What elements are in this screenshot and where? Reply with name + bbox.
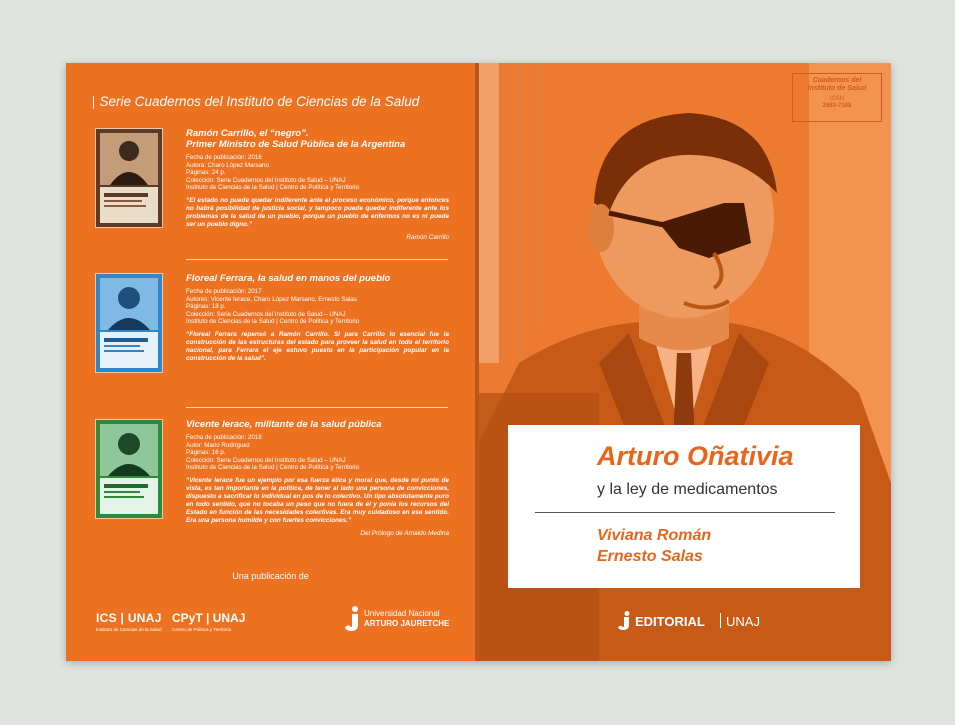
- back-cover: [66, 63, 475, 661]
- divider-2: [186, 407, 448, 408]
- book-info-2: [186, 273, 449, 363]
- book-title-line1: Ramón Carrillo, el “negro”.: [186, 128, 309, 139]
- book-quote-author: Ramón Carrillo: [406, 233, 449, 241]
- book-title-line2: Primer Ministro de Salud Pública de la Argentina: [186, 139, 406, 150]
- title-divider: [535, 512, 835, 513]
- unaj-j-icon: [344, 606, 360, 632]
- unaj-j-icon: [617, 611, 631, 631]
- book-entry-1: [95, 128, 450, 241]
- author-1: Viviana Román: [597, 527, 712, 544]
- book-entry-2: [95, 273, 450, 378]
- book-title-line1: Floreal Ferrara, la salud en manos del pueblo: [186, 273, 391, 284]
- book-main-title: Arturo Oñativia: [597, 441, 794, 471]
- book-quote: “Floreal Ferrara repensó a Ramón Carrillo. Si para Carrillo lo esencial fue la construcción de las estructuras del estado para proveer la salud en todo el territorio nacional, para Ferrara el eje estuvo puesto en la participación popular en la construcción de la salud”.: [186, 330, 449, 362]
- editorial-unaj: UNAJ: [726, 614, 760, 629]
- book-institute: Instituto de Ciencias de la Salud | Centro de Política y Territorio: [186, 464, 360, 472]
- unaj-university-logo: Universidad Nacional ARTURO JAURETCHE: [344, 606, 464, 634]
- cpyt-logo: CPyT | UNAJ Centro de Política y Territorio: [172, 611, 246, 632]
- book-quote: “Vicente Ierace fue un ejemplo por esa fuerza ética y moral que, desde mi punto de vista, es tan importante en la política, de tener al lado una persona de convicciones, dispuesto a sacrificar lo individual en pos de lo colectivo. Un tipo absolutamente puro en todo sentido, que no tocaba un peso que no fuera de él y ponía los recursos del Estado en función de las necesidades colectivas. Era muy cuidadoso en ese sentido. Era una persona humilde y con fuertes convicciones.”: [186, 476, 449, 524]
- issn-label: ISSN: [829, 96, 844, 102]
- book-spread: [66, 63, 891, 661]
- book-authors: Autores: Vicente Ierace, Charo López Marsano, Ernesto Salas: [186, 295, 357, 303]
- book-authors: Autora: Charo López Marsano: [186, 161, 269, 169]
- book-quote-author: Del Prólogo de Arnaldo Medina: [360, 529, 449, 537]
- book-date: Fecha de publicación: 2017: [186, 288, 262, 295]
- divider-1: [186, 259, 448, 260]
- book-meta: [186, 288, 449, 326]
- book-subtitle: y la ley de medicamentos: [597, 481, 778, 498]
- book-collection: Colección: Serie Cuadernos del Instituto de Salud – UNAJ: [186, 176, 346, 184]
- issn-box: [792, 73, 882, 122]
- book-title-line1: Vicente Ierace, militante de la salud pública: [186, 419, 382, 430]
- book-date: Fecha de publicación: 2018: [186, 434, 262, 441]
- book-quote: “El estado no puede quedar indiferente ante el proceso económico, porque entonces no habrá posibilidad de justicia social, y tampoco puede quedar indiferente ante los problemas de la salud de un pueblo, porque un pueblo de enfermos no es ni puede ser un pueblo digno.”: [186, 196, 449, 228]
- book-collection: Colección: Serie Cuadernos del Instituto de Salud – UNAJ: [186, 456, 346, 464]
- book-meta: [186, 154, 449, 192]
- publication-label: Una publicación de: [232, 571, 309, 581]
- book-institute: Instituto de Ciencias de la Salud | Centro de Política y Territorio: [186, 318, 360, 326]
- ics-logo: ICS | UNAJ Instituto de Ciencias de la Salud: [96, 611, 162, 632]
- book-date: Fecha de publicación: 2016: [186, 154, 262, 161]
- book-institute: Instituto de Ciencias de la Salud | Centro de Política y Territorio: [186, 184, 360, 192]
- editorial-label: EDITORIAL: [635, 614, 705, 629]
- book-info-3: [186, 419, 449, 537]
- author-2: Ernesto Salas: [597, 548, 703, 565]
- issn-number: 2683-7188: [822, 103, 852, 109]
- book-info-1: [186, 128, 449, 241]
- book-entry-3: [95, 419, 450, 537]
- series-title: Serie Cuadernos del Instituto de Ciencias de la Salud: [99, 94, 420, 109]
- issn-series-line2: Instituto de Salud: [807, 85, 867, 92]
- book-pages: Páginas: 18 p.: [186, 303, 226, 311]
- book-authors: [597, 525, 711, 567]
- editorial-separator: [720, 613, 721, 628]
- book-meta: [186, 434, 449, 472]
- book-authors: Autor: Mario Rodríguez: [186, 441, 250, 449]
- book-cover-1: [95, 128, 163, 228]
- issn-series-line1: Cuadernos del: [812, 77, 862, 84]
- book-cover-3: [95, 419, 163, 519]
- book-cover-2: [95, 273, 163, 373]
- book-pages: Páginas: 24 p.: [186, 169, 226, 177]
- title-box: [508, 425, 860, 588]
- book-collection: Colección: Serie Cuadernos del Instituto de Salud – UNAJ: [186, 310, 346, 318]
- book-pages: Páginas: 16 p.: [186, 449, 226, 457]
- front-cover: [479, 63, 891, 661]
